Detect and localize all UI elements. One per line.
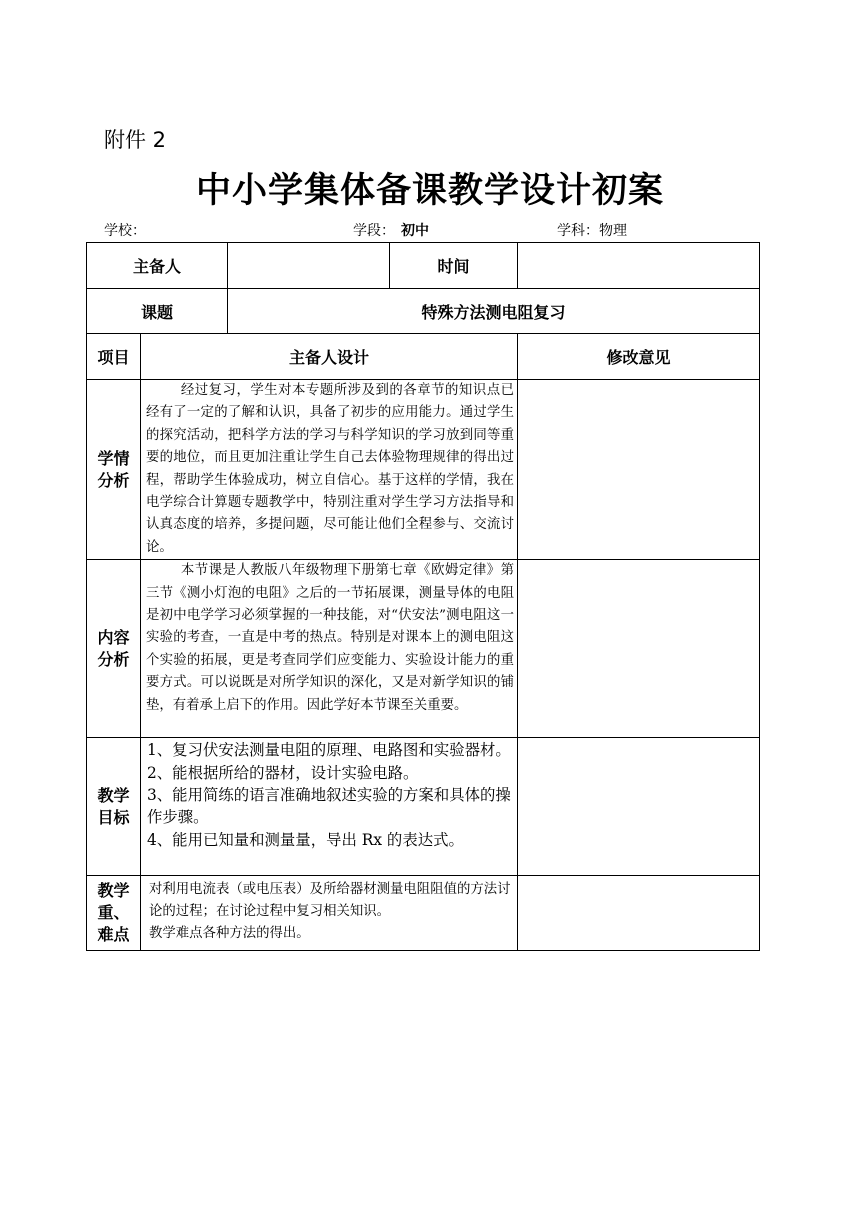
document-title: 中小学集体备课教学设计初案 xyxy=(195,171,664,211)
content-analysis-label: 内容 分析 xyxy=(87,560,141,738)
school-label: 学校： xyxy=(104,223,146,239)
learner-analysis-text: 经过复习，学生对本专题所涉及到的各章节的知识点已经有了一定的了解和认识，具备了初步的应用能力。通过学生的探究活动，把科学方法的学习与科学知识的学习放到同等重要的地位，而且更加注重让学生自己去体验物理规律的得出过程，帮助学生体验成功，树立自信心。基于这样的学情，我在电学综合计算题专题教学中，特别注重对学生学习方法指导和认真态度的培养，多提问题，尽可能让他们全程参与、交流讨论。 xyxy=(141,380,518,560)
teaching-goals-list xyxy=(141,738,518,876)
learner-analysis-row xyxy=(87,380,760,560)
key-points-label: 教学 重、 难点 xyxy=(87,876,141,951)
content-analysis-text: 本节课是人教版八年级物理下册第七章《欧姆定律》第三节《测小灯泡的电阻》之后的一节拓展课，测量导体的电阻是初中电学学习必须掌握的一种技能，对“伏安法”测电阻这一实验的考查，一直是中考的热点。特别是对课本上的测电阻这个实验的拓展，更是考查同学们应变能力、实验设计能力的重要方式。可以说既是对所学知识的深化，又是对新学知识的铺垫，有着承上启下的作用。因此学好本节课至关重要。 xyxy=(141,560,518,738)
content-analysis-row xyxy=(87,560,760,738)
key-points-revise xyxy=(518,876,760,951)
goal-item: 3、能用简练的语言准确地叙述实验的方案和具体的操作步骤。 xyxy=(147,786,511,827)
attachment-label: 附件 2 xyxy=(104,128,167,152)
subject-field xyxy=(557,220,627,240)
learner-analysis-label: 学情 分析 xyxy=(87,380,141,560)
presenter-label: 主备人 xyxy=(87,243,228,289)
goal-item: 2、能根据所给的器材，设计实验电路。 xyxy=(147,763,419,782)
school-field xyxy=(104,220,146,240)
key-points-text: 对利用电流表（或电压表）及所给器材测量电阻阻值的方法讨论的过程；在讨论过程中复习相关知识。 教学难点各种方法的得出。 xyxy=(141,876,518,951)
learner-analysis-revise xyxy=(518,380,760,560)
lesson-plan-table xyxy=(86,242,760,951)
teaching-goals-revise xyxy=(518,738,760,876)
topic-label: 课题 xyxy=(87,289,228,334)
content-analysis-revise xyxy=(518,560,760,738)
stage-field xyxy=(353,220,429,240)
time-value xyxy=(518,243,760,289)
col-item-header: 项目 xyxy=(87,334,141,380)
subject-value: 物理 xyxy=(599,223,627,239)
col-design-header: 主备人设计 xyxy=(141,334,518,380)
subject-label: 学科： xyxy=(557,223,599,239)
key-points-row xyxy=(87,876,760,951)
time-label: 时间 xyxy=(390,243,518,289)
presenter-value xyxy=(228,243,390,289)
goal-item: 1、复习伏安法测量电阻的原理、电路图和实验器材。 xyxy=(147,741,511,760)
presenter-row xyxy=(87,243,760,289)
goal-item: 4、能用已知量和测量量，导出 Rx 的表达式。 xyxy=(147,830,464,849)
teaching-goals-row xyxy=(87,738,760,876)
topic-value: 特殊方法测电阻复习 xyxy=(228,289,760,334)
stage-label: 学段： xyxy=(353,223,395,239)
stage-value: 初中 xyxy=(401,223,429,239)
topic-row xyxy=(87,289,760,334)
col-revise-header: 修改意见 xyxy=(518,334,760,380)
column-header-row xyxy=(87,334,760,380)
teaching-goals-label: 教学 目标 xyxy=(87,738,141,876)
